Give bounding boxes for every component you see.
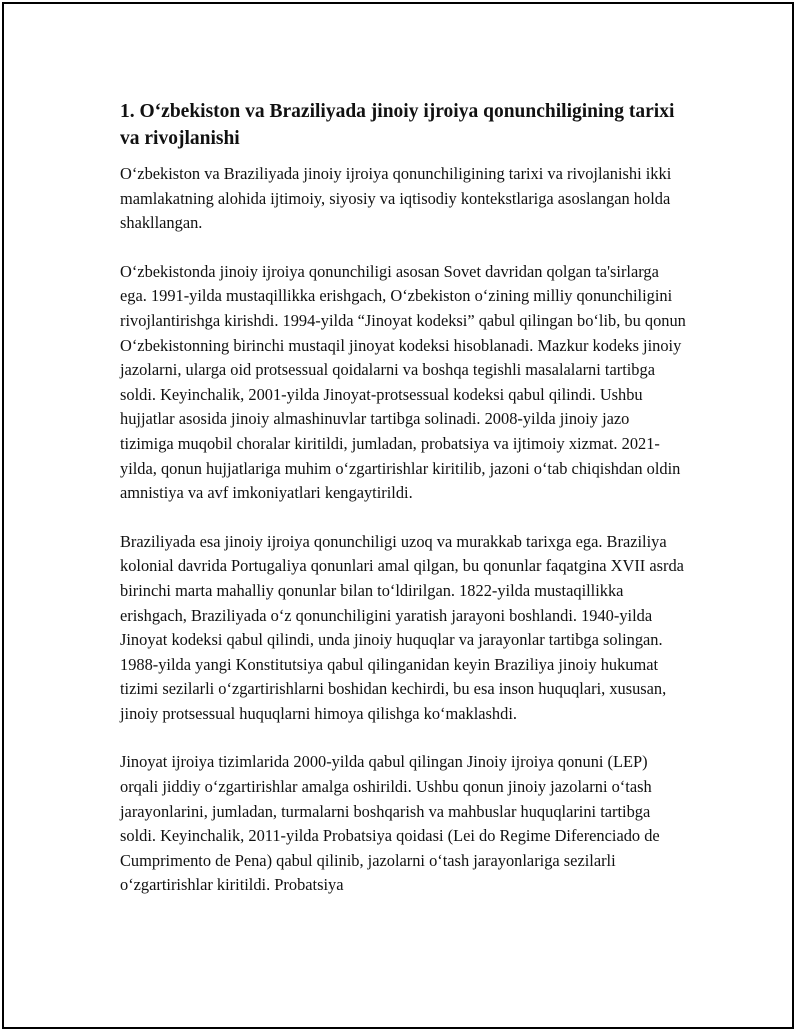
paragraph-brazil: Braziliyada esa jinoiy ijroiya qonunchiligi uzoq va murakkab tarixga ega. Braziliya kolonial davrida Portugaliya qonunlari amal qilgan, bu qonunlar faqatgina XVII asrda birinchi marta mahalliy qonunlar bilan to‘ldirilgan. 1822-yilda mustaqillikka erishgach, Braziliyada o‘z qonunchiligini yaratish jarayoni boshlandi. 1940-yilda Jinoyat kodeksi qabul qilindi, unda jinoiy huquqlar va jarayonlar tartibga solingan. 1988-yilda yangi Konstitutsiya qabul qilinganidan keyin Braziliya jinoiy hukumat tizimi sezilarli o‘zgartirishlarni boshidan kechirdi, bu esa inson huquqlari, xususan, jinoiy protsessual huquqlarni himoya qilishga ko‘maklashdi. bbox=[120, 531, 684, 723]
paragraph-intro: O‘zbekiston va Braziliyada jinoiy ijroiya qonunchiligining tarixi va rivojlanishi ikki mamlakatning alohida ijtimoiy, siyosiy va iqtisodiy kontekstlariga asoslangan holda shakllangan. bbox=[120, 164, 672, 233]
document-page bbox=[2, 2, 794, 1029]
document-body bbox=[120, 98, 686, 922]
paragraph-brazil-reforms: Jinoyat ijroiya tizimlarida 2000-yilda qabul qilingan Jinoiy ijroiya qonuni (LEP) orqali jiddiy o‘zgartirishlar amalga oshirildi. Ushbu qonun jinoiy jazolarni o‘tash jarayonlarini, jumladan, turmalarni boshqarish va mahbuslar huquqlarini tartibga soldi. Keyinchalik, 2011-yilda Probatsiya qoidasi (Lei do Regime Diferenciado de Cumprimento de Pena) qabul qilinib, jazolarni o‘tash jarayonlariga sezilarli o‘zgartirishlar kiritildi. Probatsiya bbox=[120, 752, 660, 895]
paragraph-uzbekistan: O‘zbekistonda jinoiy ijroiya qonunchiligi asosan Sovet davridan qolgan ta'sirlarga ega. 1991-yilda mustaqillikka erishgach, O‘zbekiston o‘zining milliy qonunchiligini rivojlantirishga kirishdi. 1994-yilda “Jinoyat kodeksi” qabul qilingan bo‘lib, bu qonun O‘zbekistonning birinchi mustaqil jinoyat kodeksi hisoblanadi. Mazkur kodeks jinoiy jazolarni, ularga oid protsessual qoidalarni va boshqa tegishli masalalarni tartibga soldi. Keyinchalik, 2001-yilda Jinoyat-protsessual kodeksi qabul qilindi. Ushbu hujjatlar asosida jinoiy almashinuvlar tartibga solinadi. 2008-yilda jinoiy jazo tizimiga muqobil choralar kiritildi, jumladan, probatsiya va ijtimoiy xizmat. 2021-yilda, qonun hujjatlariga muhim o‘zgartirishlar kiritilib, jazoni o‘tab chiqishdan oldin amnistiya va avf imkoniyatlari kengaytirildi. bbox=[120, 261, 686, 503]
section-heading: 1. O‘zbekiston va Braziliyada jinoiy ijroiya qonunchiligining tarixi va rivojlanishi bbox=[120, 101, 675, 149]
